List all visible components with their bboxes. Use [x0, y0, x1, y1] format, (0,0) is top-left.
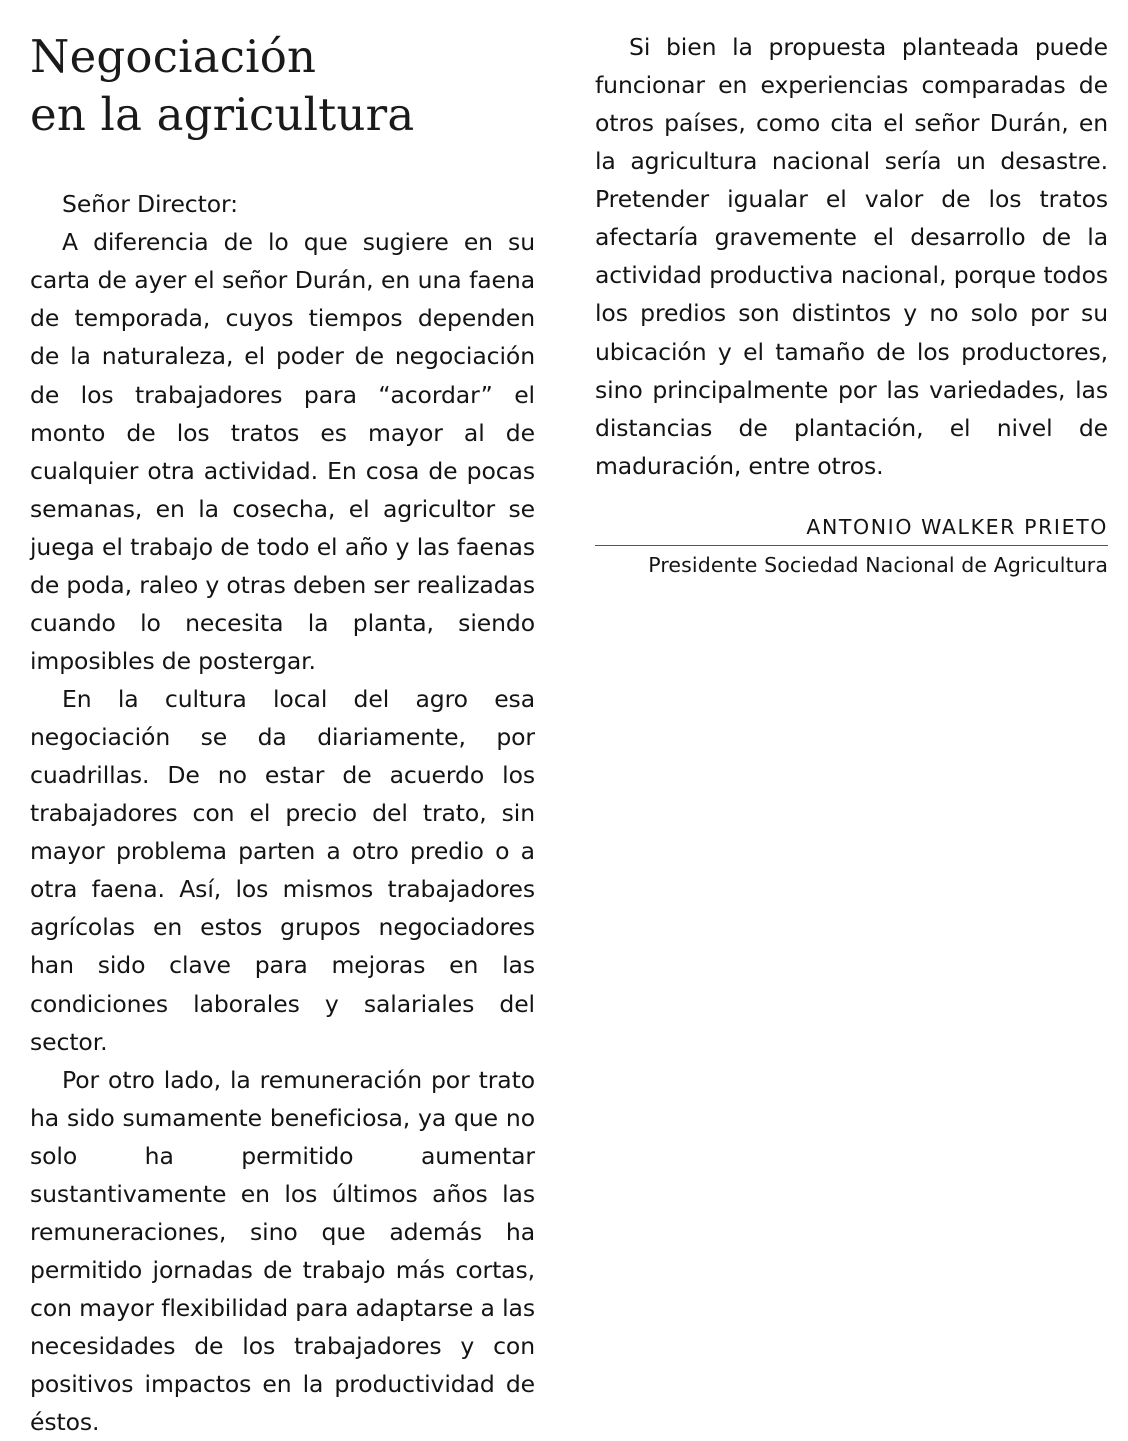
salutation: Señor Director:	[62, 190, 238, 219]
paragraph: Si bien la propuesta planteada puede funcionar en experiencias comparadas de otros países, como cita el señor Durán, en la agricultura nacional sería un desastre. Pretender igualar el valor de los tratos afectaría gravemente el desarrollo de la actividad productiva nacional, porque todos los predios son distintos y no solo por su ubicación y el tamaño de los productores, sino principalmente por las variedades, las distancias de plantación, el nivel de maduración, entre otros.	[595, 33, 1108, 480]
two-column-layout	[30, 28, 1110, 1441]
signature-block	[595, 515, 1108, 577]
signature-name: ANTONIO WALKER PRIETO	[806, 514, 1108, 539]
paragraph: En la cultura local del agro esa negociación se da diariamente, por cuadrillas. De no estar de acuerdo los trabajadores con el precio del trato, sin mayor problema parten a otro predio o a otra faena. Así, los mismos trabajadores agrícolas en estos grupos negociadores han sido clave para mejoras en las condiciones laborales y salariales del sector.	[30, 685, 535, 1056]
signature-role: Presidente Sociedad Nacional de Agricultura	[648, 552, 1108, 577]
headline-line-1: Negociación	[30, 30, 317, 83]
paragraph: Por otro lado, la remuneración por trato ha sido sumamente beneficiosa, ya que no solo ha permitido aumentar sustantivamente en los últimos años las remuneraciones, sino que además ha permitido jornadas de trabajo más cortas, con mayor flexibilidad para adaptarse a las necesidades de los trabajadores y con positivos impactos en la productividad de éstos.	[30, 1065, 535, 1437]
left-column	[30, 28, 535, 1441]
right-column	[595, 28, 1108, 577]
paragraph: A diferencia de lo que sugiere en su carta de ayer el señor Durán, en una faena de temporada, cuyos tiempos dependen de la naturaleza, el poder de negociación de los trabajadores para “acordar” el monto de los tratos es mayor al de cualquier otra actividad. En cosa de pocas semanas, en la cosecha, el agricultor se juega el trabajo de todo el año y las faenas de poda, raleo y otras deben ser realizadas cuando lo necesita la planta, siendo imposibles de postergar.	[30, 228, 535, 675]
page-title	[30, 28, 535, 143]
signature-divider	[595, 545, 1108, 546]
headline-line-2: en la agricultura	[30, 87, 415, 141]
